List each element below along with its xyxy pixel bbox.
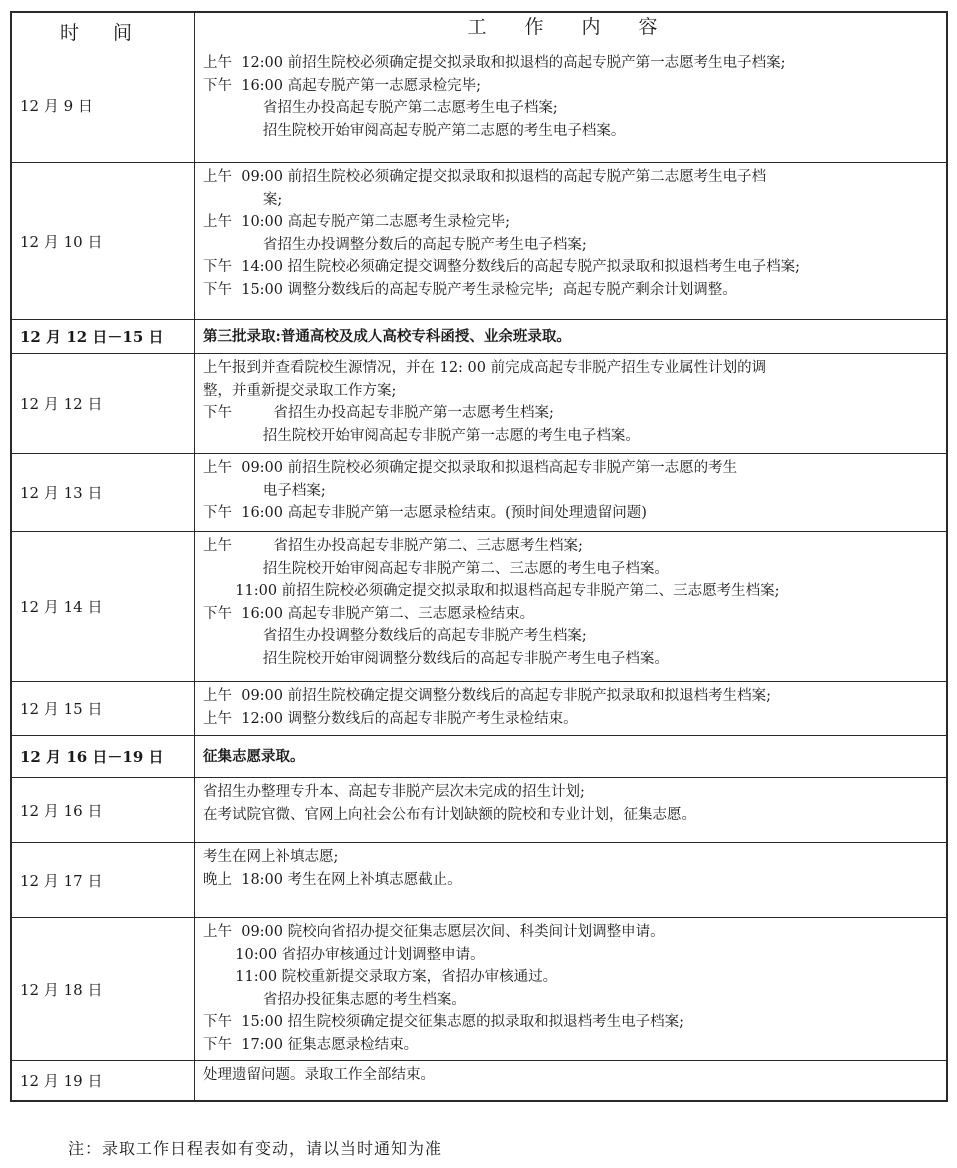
content-line: 案; xyxy=(203,191,283,208)
date-cell: 12 月 12 日－15 日 xyxy=(12,320,195,353)
content-line: 上午 省招生办投高起专非脱产第二、三志愿考生档案; xyxy=(203,538,583,554)
time-column-header: 时 间 xyxy=(12,13,195,49)
content-cell xyxy=(195,320,946,353)
content-cell xyxy=(195,49,946,162)
table-row xyxy=(12,681,946,735)
date-cell: 12 月 19 日 xyxy=(12,1061,195,1100)
content-line: 11:00 院校重新提交录取方案，省招办审核通过。 xyxy=(203,969,558,985)
content-cell xyxy=(195,454,946,531)
content-line: 上午 09:00 前招生院校必须确定提交拟录取和拟退档高起专非脱产第一志愿的考生 xyxy=(203,460,738,476)
content-line: 下午 16:00 高起专脱产第一志愿录检完毕; xyxy=(203,77,481,94)
content-cell xyxy=(195,843,946,917)
content-line: 整，并重新提交录取工作方案; xyxy=(203,382,397,399)
content-line: 处理遗留问题。录取工作全部结束。 xyxy=(203,1067,435,1083)
content-line: 招生院校开始审阅高起专非脱产第一志愿的考生电子档案。 xyxy=(203,427,640,444)
content-line: 上午 09:00 前招生院校必须确定提交拟录取和拟退档的高起专脱产第二志愿考生电子档 xyxy=(203,169,767,185)
content-line: 10:00 省招办审核通过计划调整申请。 xyxy=(203,946,485,963)
content-cell xyxy=(195,354,946,453)
date-cell: 12 月 15 日 xyxy=(12,682,195,735)
table-row xyxy=(12,735,946,777)
date-cell: 12 月 13 日 xyxy=(12,454,195,531)
content-line: 考生在网上补填志愿; xyxy=(203,849,339,865)
date-cell: 12 月 12 日 xyxy=(12,354,195,453)
table-row xyxy=(12,1060,946,1100)
content-cell xyxy=(195,778,946,842)
content-line: 招生院校开始审阅高起专脱产第二志愿的考生电子档案。 xyxy=(203,122,626,139)
date-cell: 12 月 17 日 xyxy=(12,843,195,917)
content-cell xyxy=(195,682,946,735)
content-line: 下午 省招生办投高起专非脱产第一志愿考生档案; xyxy=(203,405,554,421)
content-line: 下午 15:00 调整分数线后的高起专脱产考生录检完毕; 高起专脱产剩余计划调整。 xyxy=(203,281,737,298)
content-line: 上午报到并查看院校生源情况，并在 12: 00 前完成高起专非脱产招生专业属性计划的调 xyxy=(203,360,767,376)
content-line: 上午 10:00 高起专脱产第二志愿考生录检完毕; xyxy=(203,214,510,230)
date-cell: 12 月 9 日 xyxy=(12,49,195,162)
content-line: 上午 12:00 调整分数线后的高起专非脱产考生录检结束。 xyxy=(203,710,578,727)
content-line: 下午 14:00 招生院校必须确定提交调整分数线后的高起专脱产拟录取和拟退档考生电子档案; xyxy=(203,259,800,275)
table-header-row xyxy=(12,13,946,49)
content-line: 省招生办整理专升本、高起专非脱产层次未完成的招生计划; xyxy=(203,784,585,800)
table-row xyxy=(12,453,946,531)
content-cell xyxy=(195,1061,946,1100)
content-line: 招生院校开始审阅高起专非脱产第二、三志愿的考生电子档案。 xyxy=(203,560,669,577)
content-line: 下午 16:00 高起专非脱产第二、三志愿录检结束。 xyxy=(203,605,535,622)
table-row xyxy=(12,319,946,353)
content-line: 省招生办投高起专脱产第二志愿考生电子档案; xyxy=(203,100,558,116)
content-line: 晚上 18:00 考生在网上补填志愿截止。 xyxy=(203,871,462,888)
table-row xyxy=(12,162,946,319)
content-cell xyxy=(195,163,946,319)
date-cell: 12 月 10 日 xyxy=(12,163,195,319)
table-row xyxy=(12,531,946,681)
table-row xyxy=(12,917,946,1060)
footnote: 注：录取工作日程表如有变动，请以当时通知为准 xyxy=(68,1139,443,1158)
date-cell: 12 月 14 日 xyxy=(12,532,195,681)
table-row xyxy=(12,353,946,453)
content-cell xyxy=(195,532,946,681)
content-line: 电子档案; xyxy=(203,482,326,499)
date-cell: 12 月 16 日 xyxy=(12,778,195,842)
content-line: 下午 16:00 高起专非脱产第一志愿录检结束。(预时间处理遗留问题) xyxy=(203,505,647,521)
content-line: 在考试院官微、官网上向社会公布有计划缺额的院校和专业计划，征集志愿。 xyxy=(203,806,696,823)
content-line: 第三批录取:普通高校及成人高校专科函授、业余班录取。 xyxy=(203,327,571,345)
table-row xyxy=(12,842,946,917)
content-line: 省招生办投调整分数后的高起专脱产考生电子档案; xyxy=(203,236,587,253)
content-column-header: 工 作 内 容 xyxy=(467,16,674,38)
schedule-table xyxy=(10,11,948,1102)
content-line: 招生院校开始审阅调整分数线后的高起专非脱产考生电子档案。 xyxy=(203,650,669,667)
table-row xyxy=(12,777,946,842)
content-cell xyxy=(195,736,946,777)
content-line: 下午 15:00 招生院校须确定提交征集志愿的拟录取和拟退档考生电子档案; xyxy=(203,1014,684,1030)
content-line: 上午 09:00 前招生院校确定提交调整分数线后的高起专非脱产拟录取和拟退档考生档案; xyxy=(203,688,771,704)
content-line: 11:00 前招生院校必须确定提交拟录取和拟退档高起专非脱产第二、三志愿考生档案; xyxy=(203,583,780,599)
content-line: 上午 12:00 前招生院校必须确定提交拟录取和拟退档的高起专脱产第一志愿考生电子档案; xyxy=(203,55,786,71)
content-cell xyxy=(195,918,946,1060)
content-line: 下午 17:00 征集志愿录检结束。 xyxy=(203,1036,419,1053)
date-cell: 12 月 16 日－19 日 xyxy=(12,736,195,777)
content-line: 省招办投征集志愿的考生档案。 xyxy=(203,991,466,1008)
content-line: 上午 09:00 院校向省招办提交征集志愿层次间、科类间计划调整申请。 xyxy=(203,924,665,940)
date-cell: 12 月 18 日 xyxy=(12,918,195,1060)
table-row xyxy=(12,49,946,162)
content-line: 征集志愿录取。 xyxy=(203,747,305,765)
content-line: 省招生办投调整分数线后的高起专非脱产考生档案; xyxy=(203,628,587,644)
